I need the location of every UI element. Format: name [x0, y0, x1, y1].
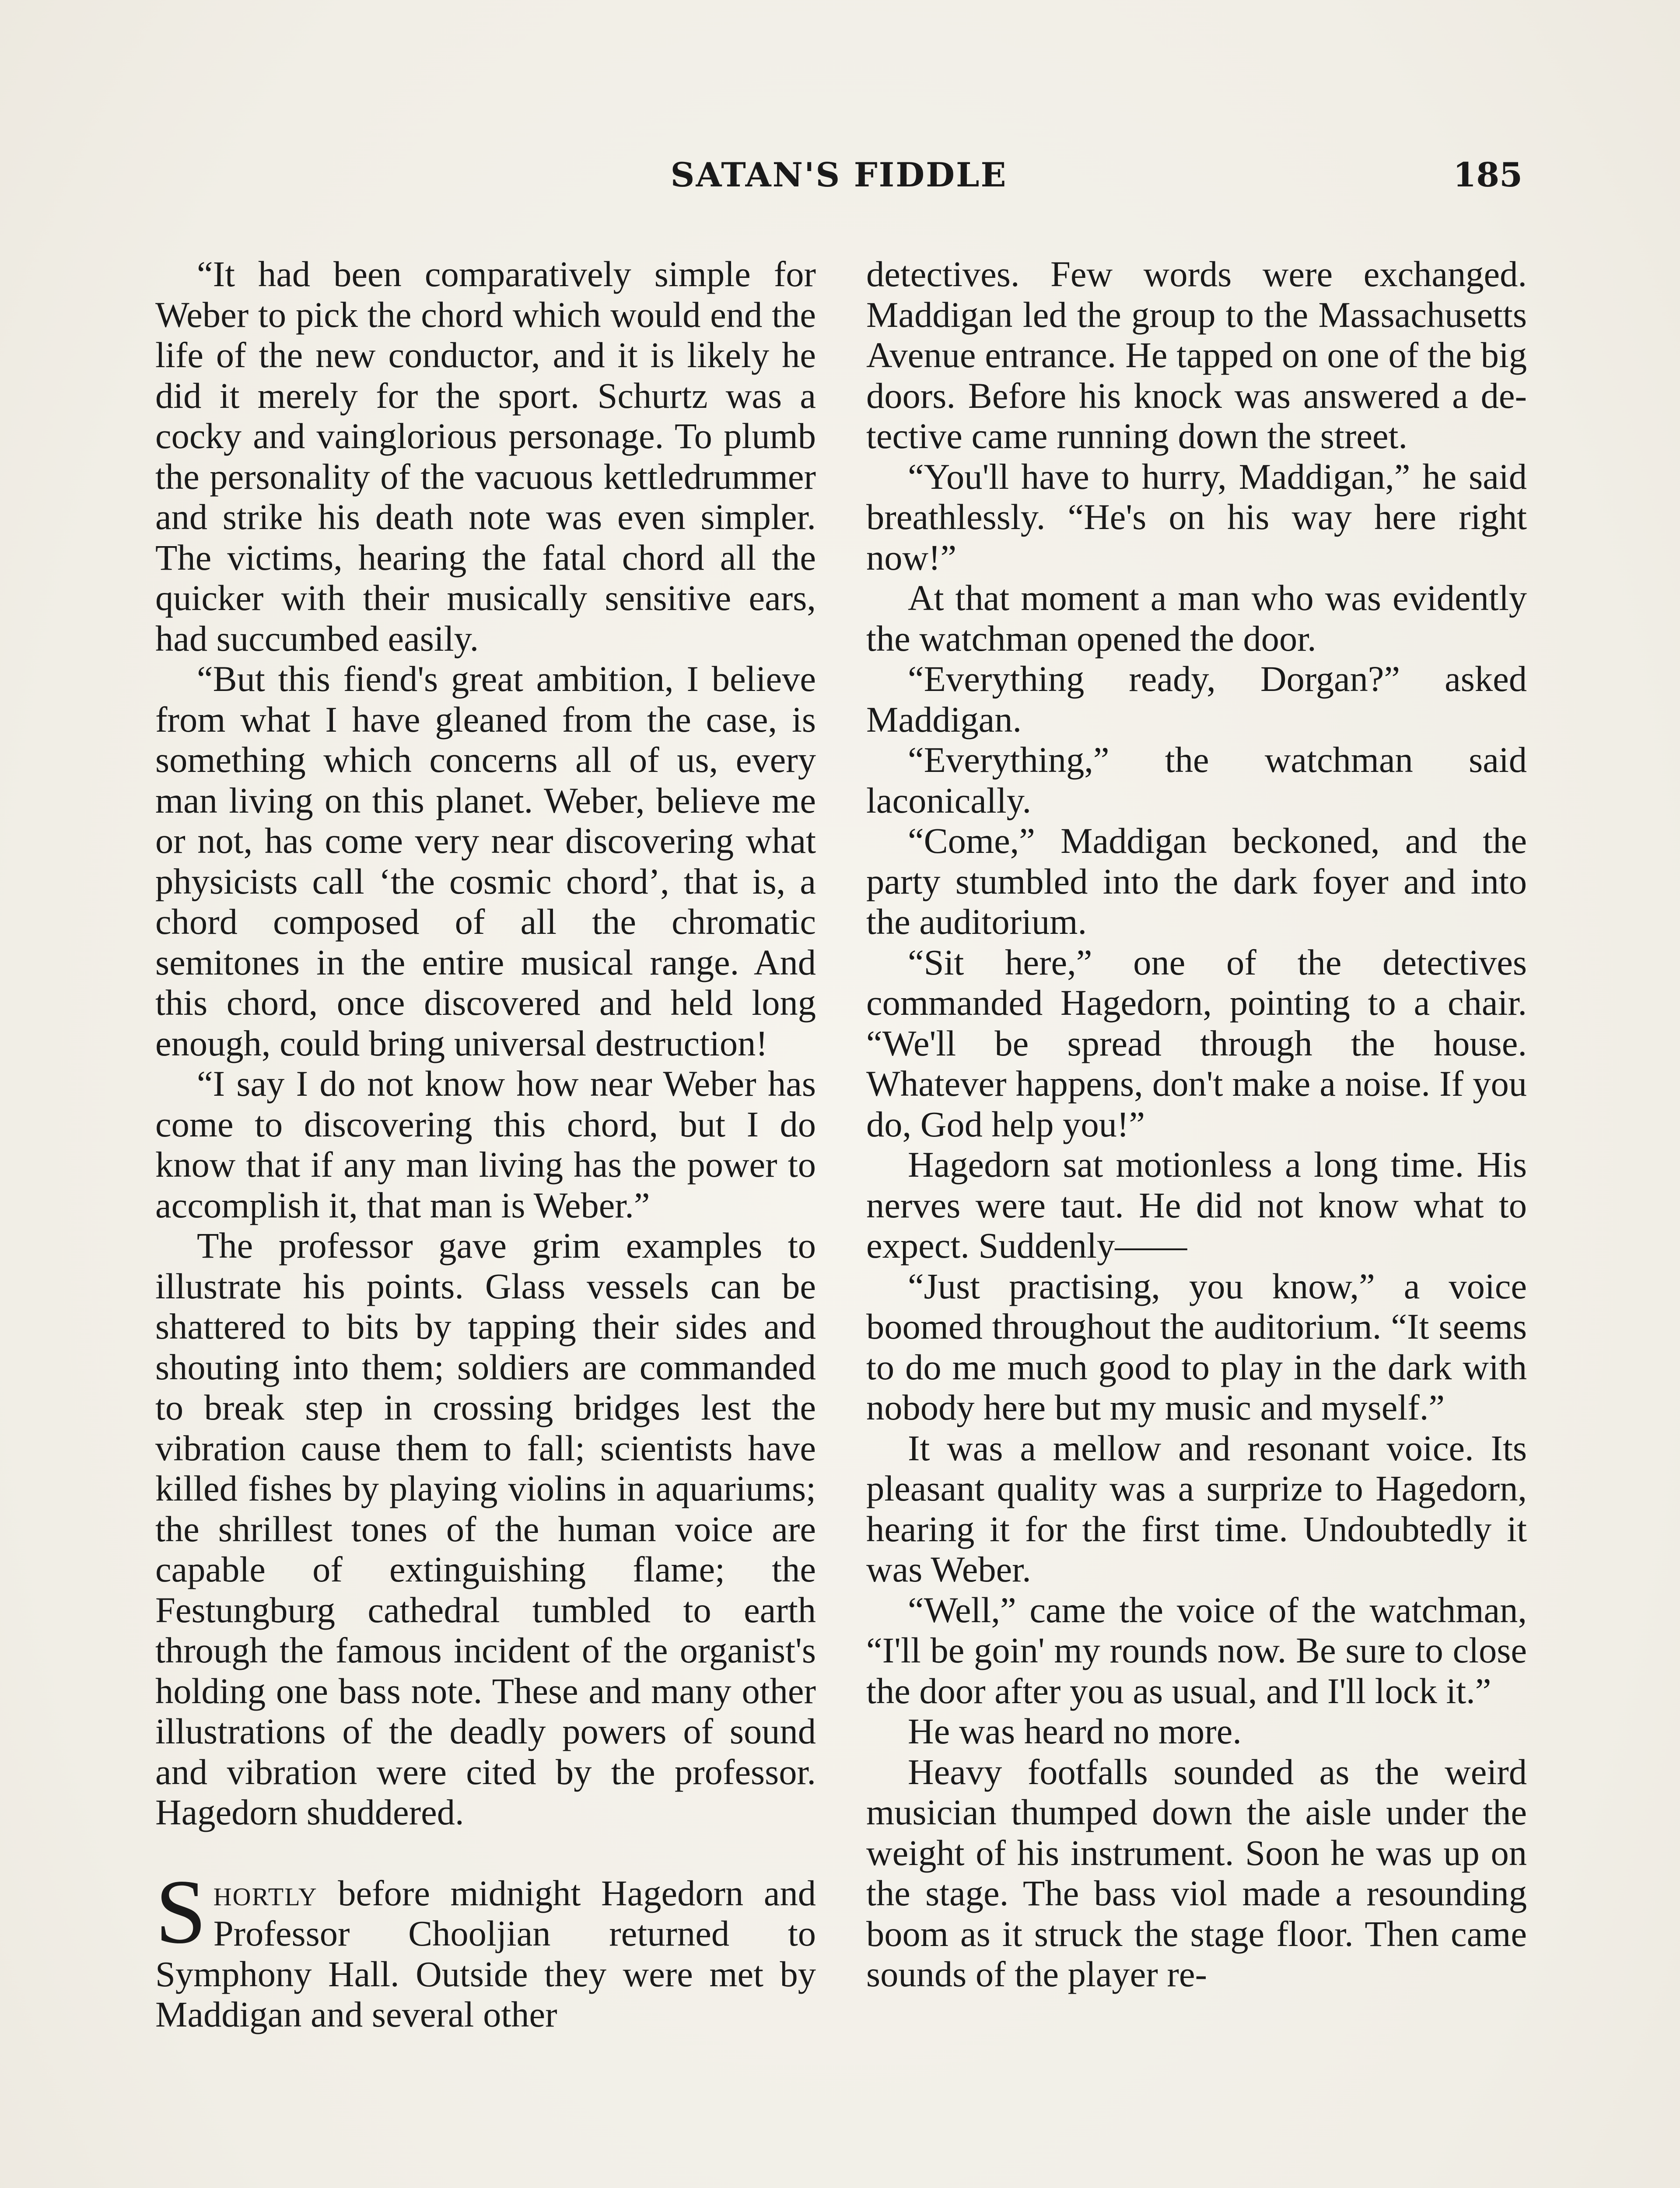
paragraph: “But this fiend's great ambition, I believe from what I have gleaned from the case, is something which concerns all of us, every man living on this planet. Weber, believe me or not, has come very near discovering what physicists call ‘the cosmic chord’, that is, a chord composed of all the chromatic semitones in the entire musical range. And this chord, once discovered and held long enough, could bring universal destruction!: [155, 659, 816, 1063]
paragraph: “It had been comparatively simple for Weber to pick the chord which would end the life of the new conductor, and it is likely he did it merely for the sport. Schurtz was a cocky and vainglorious personage. To plumb the personality of the vacuous kettledrummer and strike his death note was even simpler. The victims, hearing the fatal chord all the quicker with their musically sensitive ears, had succumbed easily.: [155, 254, 816, 659]
paragraph: At that moment a man who was evidently the watchman opened the door.: [866, 578, 1527, 659]
paragraph: It was a mellow and resonant voice. Its pleasant quality was a surprize to Hagedorn, hearing it for the first time. Undoubtedly it was Weber.: [866, 1427, 1527, 1589]
drop-cap: S: [155, 1861, 206, 1963]
paragraph: “Just practising, you know,” a voice boomed throughout the auditorium. “It seems to do me much good to play in the dark with nobody here but my music and myself.”: [866, 1266, 1527, 1427]
paragraph: The professor gave grim examples to illustrate his points. Glass vessels can be shattered to bits by tapping their sides and shouting into them; soldiers are commanded to break step in crossing bridges lest the vibration cause them to fall; scientists have killed fishes by playing violins in aquariums; the shrillest tones of the human voice are capable of extinguishing flame; the Festungburg cathedral tumbled to earth through the famous incident of the organist's holding one bass note. These and many other illustrations of the deadly powers of sound and vibration were cited by the professor. Hagedorn shuddered.: [155, 1225, 816, 1832]
paragraph: Hagedorn sat motionless a long time. His nerves were taut. He did not know what to expect. Suddenly——: [866, 1144, 1527, 1266]
small-caps-lead: hortly: [213, 1872, 318, 1913]
paragraph: “I say I do not know how near Weber has come to discovering this chord, but I do know that if any man living has the power to accomplish it, that man is Weber.”: [155, 1063, 816, 1225]
page-number: 185: [1453, 155, 1522, 194]
paragraph: “Come,” Maddigan beckoned, and the party stumbled into the dark foyer and into the auditorium.: [866, 820, 1527, 942]
continued-paragraph: detectives. Few words were exchanged. Maddigan led the group to the Massachusetts Avenue entrance. He tapped on one of the big doors. Before his knock was answered a detective came running down the street.: [866, 254, 1527, 456]
paragraph: “You'll have to hurry, Maddigan,” he said breathlessly. “He's on his way here right now!”: [866, 456, 1527, 578]
paragraph: “Everything,” the watchman said laconically.: [866, 740, 1527, 820]
left-column: [155, 254, 816, 2035]
running-title: SATAN'S FIDDLE: [670, 155, 1008, 194]
paragraph-text: before midnight Hagedorn and Professor Chooljian returned to Symphony Hall. Outside they were met by Maddigan and several other: [155, 1872, 816, 2034]
paragraph: “Sit here,” one of the detectives commanded Hagedorn, pointing to a chair. “We'll be spread through the house. Whatever happens, don't make a noise. If you do, God help you!”: [866, 942, 1527, 1144]
paragraph: He was heard no more.: [908, 1711, 1242, 1751]
paragraph: Heavy footfalls sounded as the weird musician thumped down the aisle under the weight of his instrument. Soon he was up on the stage. The bass viol made a resounding boom as it struck the stage floor. Then came sounds of the player re-: [866, 1751, 1527, 1994]
right-column: [866, 254, 1527, 1995]
running-head: [155, 155, 1522, 208]
paragraph: “Everything ready, Dorgan?” asked Maddigan.: [866, 659, 1527, 740]
section-start-paragraph: [155, 1861, 816, 2035]
paragraph: “Well,” came the voice of the watchman, “I'll be goin' my rounds now. Be sure to close the door after you as usual, and I'll lock it.”: [866, 1589, 1527, 1711]
